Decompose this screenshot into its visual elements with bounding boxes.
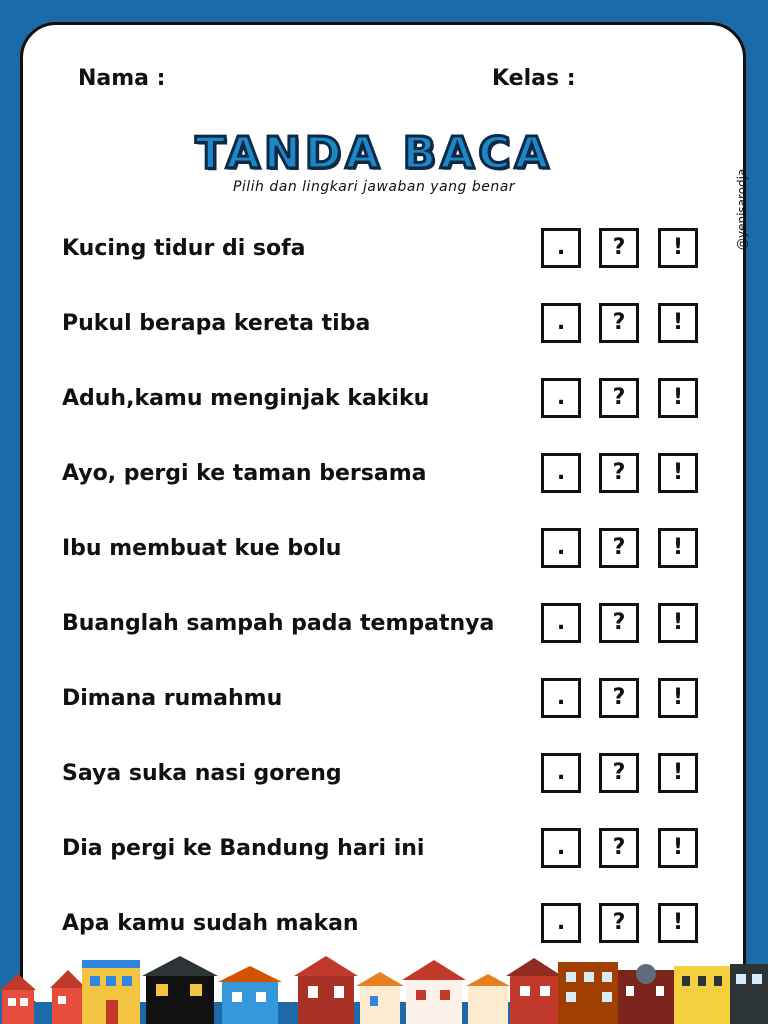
option-period-box[interactable]: . [541,603,581,643]
option-period-box[interactable]: . [541,378,581,418]
question-row [0,828,768,874]
option-question-box[interactable]: ? [599,303,639,343]
question-text: Saya suka nasi goreng [62,761,342,786]
option-question-box[interactable]: ? [599,453,639,493]
house-11 [558,962,618,1024]
option-exclamation-box[interactable]: ! [658,903,698,943]
question-row [0,528,768,574]
option-period-box[interactable]: . [541,753,581,793]
option-exclamation-box[interactable]: ! [658,603,698,643]
question-text: Ayo, pergi ke taman bersama [62,461,427,486]
option-period-box[interactable]: . [541,228,581,268]
option-question-box[interactable]: ? [599,378,639,418]
question-text: Apa kamu sudah makan [62,911,359,936]
question-text: Dia pergi ke Bandung hari ini [62,836,425,861]
option-period-box[interactable]: . [541,303,581,343]
question-text: Dimana rumahmu [62,686,283,711]
option-question-box[interactable]: ? [599,678,639,718]
option-exclamation-box[interactable]: ! [658,753,698,793]
question-row [0,228,768,274]
instruction-text: Pilih dan lingkari jawaban yang benar [232,179,516,195]
house-12 [618,964,674,1024]
option-exclamation-box[interactable]: ! [658,228,698,268]
question-text: Pukul berapa kereta tiba [62,311,371,336]
option-question-box[interactable]: ? [599,228,639,268]
option-period-box[interactable]: . [541,453,581,493]
page-title: TANDA BACA [195,128,553,179]
option-period-box[interactable]: . [541,903,581,943]
question-text: Ibu membuat kue bolu [62,536,342,561]
house-13 [674,966,730,1024]
option-period-box[interactable]: . [541,528,581,568]
option-exclamation-box[interactable]: ! [658,678,698,718]
house-10 [506,958,562,1024]
house-14 [730,964,768,1024]
class-label: Kelas : [492,66,576,91]
house-5 [218,966,282,1024]
option-exclamation-box[interactable]: ! [658,303,698,343]
option-exclamation-box[interactable]: ! [658,528,698,568]
option-period-box[interactable]: . [541,678,581,718]
question-text: Kucing tidur di sofa [62,236,306,261]
question-row [0,378,768,424]
house-8 [402,960,466,1024]
question-row [0,303,768,349]
house-6 [294,956,358,1024]
option-exclamation-box[interactable]: ! [658,378,698,418]
option-period-box[interactable]: . [541,828,581,868]
option-question-box[interactable]: ? [599,753,639,793]
option-question-box[interactable]: ? [599,903,639,943]
author-watermark: @yenisarodja [735,168,749,250]
question-row [0,453,768,499]
question-text: Aduh,kamu menginjak kakiku [62,386,430,411]
option-exclamation-box[interactable]: ! [658,453,698,493]
question-row [0,678,768,724]
question-text: Buanglah sampah pada tempatnya [62,611,495,636]
question-row [0,903,768,949]
houses-illustration [0,952,768,1024]
option-question-box[interactable]: ? [599,828,639,868]
house-3 [82,960,140,1024]
house-1 [0,974,36,1024]
option-question-box[interactable]: ? [599,528,639,568]
house-7 [356,972,404,1024]
house-9 [466,974,510,1024]
house-4 [142,956,218,1024]
question-row [0,753,768,799]
name-label: Nama : [78,66,166,91]
question-row [0,603,768,649]
option-exclamation-box[interactable]: ! [658,828,698,868]
option-question-box[interactable]: ? [599,603,639,643]
house-2 [50,970,86,1024]
